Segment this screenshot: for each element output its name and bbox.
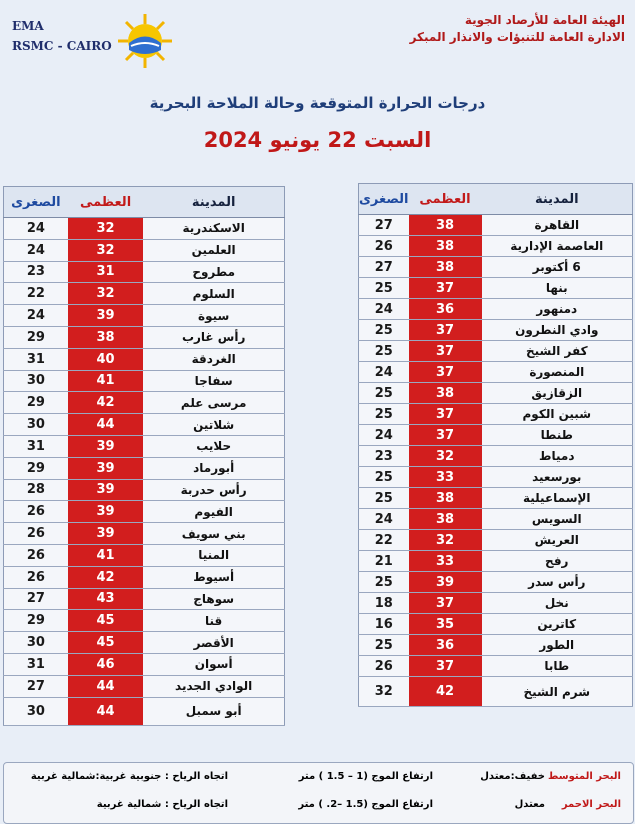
max-temp-cell: 33 bbox=[409, 467, 482, 488]
city-cell: القاهرة bbox=[482, 215, 633, 236]
city-cell: العاصمة الإدارية bbox=[482, 236, 633, 257]
max-temp-cell: 39 bbox=[68, 523, 144, 545]
organization-header bbox=[410, 12, 625, 46]
city-cell: قنا bbox=[143, 610, 284, 632]
max-temp-cell: 44 bbox=[68, 414, 144, 436]
city-cell: الفيوم bbox=[143, 501, 284, 523]
max-temp-cell: 39 bbox=[68, 457, 144, 479]
city-cell: العريش bbox=[482, 530, 633, 551]
min-temp-cell: 21 bbox=[359, 551, 409, 572]
table-row bbox=[359, 278, 633, 299]
table-row bbox=[359, 299, 633, 320]
city-cell: كفر الشيخ bbox=[482, 341, 633, 362]
table-row bbox=[4, 544, 285, 566]
max-temp-cell: 32 bbox=[68, 239, 144, 261]
min-temp-cell: 27 bbox=[359, 257, 409, 278]
max-temp-cell: 39 bbox=[68, 501, 144, 523]
city-cell: رأس غارب bbox=[143, 326, 284, 348]
sea-status-panel bbox=[3, 762, 634, 824]
min-temp-cell: 25 bbox=[359, 404, 409, 425]
header-max: العظمى bbox=[409, 184, 482, 215]
min-temp-cell: 25 bbox=[359, 572, 409, 593]
city-cell: الأقصر bbox=[143, 632, 284, 654]
min-temp-cell: 25 bbox=[359, 635, 409, 656]
max-temp-cell: 37 bbox=[409, 362, 482, 383]
max-temp-cell: 37 bbox=[409, 425, 482, 446]
header-city: المدينة bbox=[482, 184, 633, 215]
city-cell: مطروح bbox=[143, 261, 284, 283]
wave-height: ارتفاع الموج (1 – 1.5 ) متر bbox=[298, 771, 433, 782]
min-temp-cell: 26 bbox=[4, 544, 68, 566]
city-cell: طنطا bbox=[482, 425, 633, 446]
wind-direction: اتجاه الرياح : شمالية غربية bbox=[96, 799, 228, 810]
table-row bbox=[359, 467, 633, 488]
table-row bbox=[4, 523, 285, 545]
max-temp-cell: 32 bbox=[409, 530, 482, 551]
min-temp-cell: 18 bbox=[359, 593, 409, 614]
wave-height: ارتفاع الموج (1.5 –2. ) متر bbox=[298, 799, 433, 810]
city-cell: رفح bbox=[482, 551, 633, 572]
max-temp-cell: 40 bbox=[68, 348, 144, 370]
table-row bbox=[4, 370, 285, 392]
max-temp-cell: 32 bbox=[409, 446, 482, 467]
min-temp-cell: 30 bbox=[4, 697, 68, 725]
min-temp-cell: 30 bbox=[4, 632, 68, 654]
table-row bbox=[4, 632, 285, 654]
city-cell: كاترين bbox=[482, 614, 633, 635]
min-temp-cell: 25 bbox=[359, 341, 409, 362]
min-temp-cell: 16 bbox=[359, 614, 409, 635]
city-cell: نخل bbox=[482, 593, 633, 614]
max-temp-cell: 38 bbox=[409, 257, 482, 278]
max-temp-cell: 44 bbox=[68, 697, 144, 725]
table-row bbox=[359, 341, 633, 362]
table-row bbox=[359, 362, 633, 383]
max-temp-cell: 39 bbox=[409, 572, 482, 593]
city-cell: رأس حدربة bbox=[143, 479, 284, 501]
table-row bbox=[359, 425, 633, 446]
min-temp-cell: 27 bbox=[359, 215, 409, 236]
table-row bbox=[359, 572, 633, 593]
max-temp-cell: 37 bbox=[409, 320, 482, 341]
min-temp-cell: 30 bbox=[4, 370, 68, 392]
table-row bbox=[359, 530, 633, 551]
min-temp-cell: 31 bbox=[4, 653, 68, 675]
max-temp-cell: 39 bbox=[68, 305, 144, 327]
table-row bbox=[4, 218, 285, 240]
city-cell: سفاجا bbox=[143, 370, 284, 392]
max-temp-cell: 43 bbox=[68, 588, 144, 610]
forecast-date: السبت 22 يونيو 2024 bbox=[203, 128, 432, 152]
table-row bbox=[4, 697, 285, 725]
org-department: الادارة العامة للتنبؤات والانذار المبكر bbox=[409, 30, 625, 44]
min-temp-cell: 25 bbox=[359, 383, 409, 404]
city-cell: بورسعيد bbox=[482, 467, 633, 488]
wind-direction: اتجاه الرياح : جنوبية غربية:شمالية غربية bbox=[30, 771, 228, 782]
max-temp-cell: 37 bbox=[409, 278, 482, 299]
city-cell: وادي النطرون bbox=[482, 320, 633, 341]
min-temp-cell: 24 bbox=[359, 299, 409, 320]
table-row bbox=[359, 509, 633, 530]
city-cell: السلوم bbox=[143, 283, 284, 305]
city-cell: شبين الكوم bbox=[482, 404, 633, 425]
min-temp-cell: 24 bbox=[4, 239, 68, 261]
sea-row-mediterranean bbox=[4, 771, 633, 791]
max-temp-cell: 37 bbox=[409, 341, 482, 362]
max-temp-cell: 45 bbox=[68, 632, 144, 654]
max-temp-cell: 38 bbox=[409, 383, 482, 404]
table-row bbox=[359, 257, 633, 278]
min-temp-cell: 29 bbox=[4, 326, 68, 348]
min-temp-cell: 25 bbox=[359, 488, 409, 509]
min-temp-cell: 24 bbox=[4, 218, 68, 240]
sea-name: البحر الاحمر bbox=[561, 799, 621, 810]
max-temp-cell: 44 bbox=[68, 675, 144, 697]
city-cell: شلاتين bbox=[143, 414, 284, 436]
min-temp-cell: 23 bbox=[4, 261, 68, 283]
sea-row-red-sea bbox=[4, 799, 633, 819]
city-cell: أبو سمبل bbox=[143, 697, 284, 725]
table-row bbox=[4, 566, 285, 588]
city-cell: العلمين bbox=[143, 239, 284, 261]
ema-logo-icon bbox=[116, 12, 174, 70]
min-temp-cell: 26 bbox=[4, 566, 68, 588]
sea-state: خفيف:معتدل bbox=[480, 771, 545, 782]
table-row bbox=[359, 404, 633, 425]
min-temp-cell: 25 bbox=[359, 320, 409, 341]
ema-branding bbox=[12, 16, 112, 56]
max-temp-cell: 42 bbox=[68, 566, 144, 588]
city-cell: بني سويف bbox=[143, 523, 284, 545]
max-temp-cell: 41 bbox=[68, 544, 144, 566]
max-temp-cell: 31 bbox=[68, 261, 144, 283]
city-cell: الإسماعيلية bbox=[482, 488, 633, 509]
min-temp-cell: 24 bbox=[359, 362, 409, 383]
city-cell: أسوان bbox=[143, 653, 284, 675]
table-row bbox=[4, 261, 285, 283]
table-row bbox=[4, 501, 285, 523]
city-cell: مرسى علم bbox=[143, 392, 284, 414]
table-row bbox=[359, 488, 633, 509]
table-row bbox=[359, 236, 633, 257]
min-temp-cell: 24 bbox=[359, 509, 409, 530]
city-cell: سيوة bbox=[143, 305, 284, 327]
max-temp-cell: 32 bbox=[68, 218, 144, 240]
city-cell: سوهاج bbox=[143, 588, 284, 610]
table-row bbox=[4, 414, 285, 436]
city-cell: شرم الشيخ bbox=[482, 677, 633, 707]
header-min: الصغرى bbox=[4, 187, 68, 218]
city-cell: أسيوط bbox=[143, 566, 284, 588]
max-temp-cell: 32 bbox=[68, 283, 144, 305]
header-max: العظمى bbox=[68, 187, 144, 218]
sea-state: معتدل bbox=[514, 799, 545, 810]
table-row bbox=[359, 320, 633, 341]
max-temp-cell: 35 bbox=[409, 614, 482, 635]
min-temp-cell: 26 bbox=[4, 501, 68, 523]
city-cell: رأس سدر bbox=[482, 572, 633, 593]
city-cell: السويس bbox=[482, 509, 633, 530]
table-row bbox=[359, 593, 633, 614]
sea-name: البحر المتوسط bbox=[548, 771, 621, 782]
table-row bbox=[359, 383, 633, 404]
min-temp-cell: 28 bbox=[4, 479, 68, 501]
ema-label: EMA bbox=[12, 19, 44, 33]
max-temp-cell: 46 bbox=[68, 653, 144, 675]
city-cell: الغردقة bbox=[143, 348, 284, 370]
table-row bbox=[359, 614, 633, 635]
city-cell: أبورماد bbox=[143, 457, 284, 479]
max-temp-cell: 39 bbox=[68, 479, 144, 501]
table-row bbox=[4, 675, 285, 697]
table-row bbox=[4, 435, 285, 457]
min-temp-cell: 22 bbox=[359, 530, 409, 551]
city-cell: الزقازيق bbox=[482, 383, 633, 404]
min-temp-cell: 32 bbox=[359, 677, 409, 707]
max-temp-cell: 37 bbox=[409, 404, 482, 425]
max-temp-cell: 38 bbox=[409, 236, 482, 257]
table-row bbox=[359, 551, 633, 572]
city-cell: بنها bbox=[482, 278, 633, 299]
table-row bbox=[4, 326, 285, 348]
rsmc-label: RSMC - CAIRO bbox=[12, 39, 112, 53]
max-temp-cell: 39 bbox=[68, 435, 144, 457]
max-temp-cell: 38 bbox=[68, 326, 144, 348]
page-title: درجات الحرارة المتوقعة وحالة الملاحة البحرية bbox=[149, 94, 486, 112]
max-temp-cell: 42 bbox=[409, 677, 482, 707]
city-cell: دمياط bbox=[482, 446, 633, 467]
min-temp-cell: 30 bbox=[4, 414, 68, 436]
min-temp-cell: 27 bbox=[4, 588, 68, 610]
max-temp-cell: 38 bbox=[409, 509, 482, 530]
max-temp-cell: 36 bbox=[409, 299, 482, 320]
max-temp-cell: 37 bbox=[409, 593, 482, 614]
table-row bbox=[4, 588, 285, 610]
min-temp-cell: 31 bbox=[4, 348, 68, 370]
max-temp-cell: 41 bbox=[68, 370, 144, 392]
table-row bbox=[4, 239, 285, 261]
min-temp-cell: 27 bbox=[4, 675, 68, 697]
min-temp-cell: 29 bbox=[4, 392, 68, 414]
table-row bbox=[4, 348, 285, 370]
table-row bbox=[4, 653, 285, 675]
right-temperature-table bbox=[358, 183, 633, 707]
min-temp-cell: 26 bbox=[359, 656, 409, 677]
min-temp-cell: 22 bbox=[4, 283, 68, 305]
max-temp-cell: 37 bbox=[409, 656, 482, 677]
table-header-row bbox=[4, 187, 285, 218]
header-min: الصغرى bbox=[359, 184, 409, 215]
city-cell: حلايب bbox=[143, 435, 284, 457]
city-cell: دمنهور bbox=[482, 299, 633, 320]
table-row bbox=[4, 610, 285, 632]
min-temp-cell: 25 bbox=[359, 278, 409, 299]
table-row bbox=[359, 635, 633, 656]
table-row bbox=[359, 677, 633, 707]
min-temp-cell: 25 bbox=[359, 467, 409, 488]
table-row bbox=[4, 283, 285, 305]
max-temp-cell: 38 bbox=[409, 215, 482, 236]
table-row bbox=[4, 457, 285, 479]
city-cell: الاسكندرية bbox=[143, 218, 284, 240]
min-temp-cell: 23 bbox=[359, 446, 409, 467]
city-cell: طابا bbox=[482, 656, 633, 677]
max-temp-cell: 33 bbox=[409, 551, 482, 572]
max-temp-cell: 36 bbox=[409, 635, 482, 656]
left-temperature-table bbox=[3, 186, 285, 726]
city-cell: الطور bbox=[482, 635, 633, 656]
min-temp-cell: 29 bbox=[4, 610, 68, 632]
min-temp-cell: 24 bbox=[359, 425, 409, 446]
table-row bbox=[4, 305, 285, 327]
city-cell: المنصورة bbox=[482, 362, 633, 383]
table-row bbox=[359, 446, 633, 467]
max-temp-cell: 38 bbox=[409, 488, 482, 509]
min-temp-cell: 26 bbox=[4, 523, 68, 545]
min-temp-cell: 29 bbox=[4, 457, 68, 479]
table-row bbox=[4, 392, 285, 414]
min-temp-cell: 24 bbox=[4, 305, 68, 327]
city-cell: 6 أكتوبر bbox=[482, 257, 633, 278]
max-temp-cell: 45 bbox=[68, 610, 144, 632]
max-temp-cell: 42 bbox=[68, 392, 144, 414]
city-cell: المنيا bbox=[143, 544, 284, 566]
city-cell: الوادي الجديد bbox=[143, 675, 284, 697]
table-row bbox=[359, 215, 633, 236]
org-name: الهيئة العامة للأرصاد الجوية bbox=[464, 13, 625, 27]
table-row bbox=[4, 479, 285, 501]
table-header-row bbox=[359, 184, 633, 215]
min-temp-cell: 26 bbox=[359, 236, 409, 257]
header-city: المدينة bbox=[143, 187, 284, 218]
table-row bbox=[359, 656, 633, 677]
min-temp-cell: 31 bbox=[4, 435, 68, 457]
